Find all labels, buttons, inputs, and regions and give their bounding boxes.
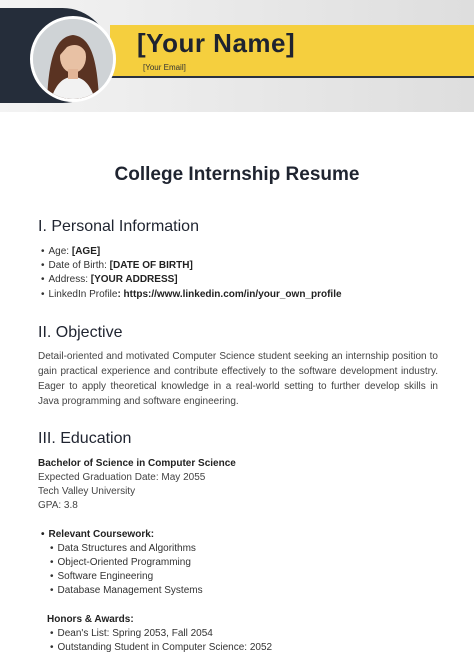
document-title: College Internship Resume xyxy=(114,164,360,185)
profile-photo xyxy=(30,16,116,102)
graduation-date: Expected Graduation Date: May 2055 xyxy=(38,472,206,483)
personal-item-linkedin: • LinkedIn Profile: https://www.linkedin.com/in/your_own_profile xyxy=(41,289,342,300)
personal-item-address: • Address: [YOUR ADDRESS] xyxy=(41,274,178,285)
resume-email: [Your Email] xyxy=(143,63,186,72)
university: Tech Valley University xyxy=(38,486,136,497)
banner-divider xyxy=(110,76,474,78)
coursework-item: • Object-Oriented Programming xyxy=(50,557,191,568)
honors-item: • Dean's List: Spring 2053, Fall 2054 xyxy=(50,628,213,639)
gpa: GPA: 3.8 xyxy=(38,500,78,511)
personal-info-heading: I. Personal Information xyxy=(38,218,199,235)
coursework-item: • Data Structures and Algorithms xyxy=(50,543,196,554)
degree: Bachelor of Science in Computer Science xyxy=(38,458,236,469)
objective-heading: II. Objective xyxy=(38,324,123,341)
coursework-item: • Software Engineering xyxy=(50,571,153,582)
coursework-heading: • Relevant Coursework: xyxy=(41,529,154,540)
resume-name: [Your Name] xyxy=(137,28,296,58)
honors-heading: Honors & Awards: xyxy=(47,614,134,625)
education-heading: III. Education xyxy=(38,430,132,447)
personal-item-dob: • Date of Birth: [DATE OF BIRTH] xyxy=(41,260,193,271)
coursework-item: • Database Management Systems xyxy=(50,585,203,596)
objective-text: Detail-oriented and motivated Computer Science student seeking an internship position to gain practical experience and contribute effectively to the software development industry. Eager to apply theoretical knowledge in a real-world setting to further develop skills in Java programming and software engineering. xyxy=(38,351,438,407)
personal-item-age: • Age: [AGE] xyxy=(41,246,100,257)
honors-item: • Outstanding Student in Computer Science: 2052 xyxy=(50,642,272,653)
